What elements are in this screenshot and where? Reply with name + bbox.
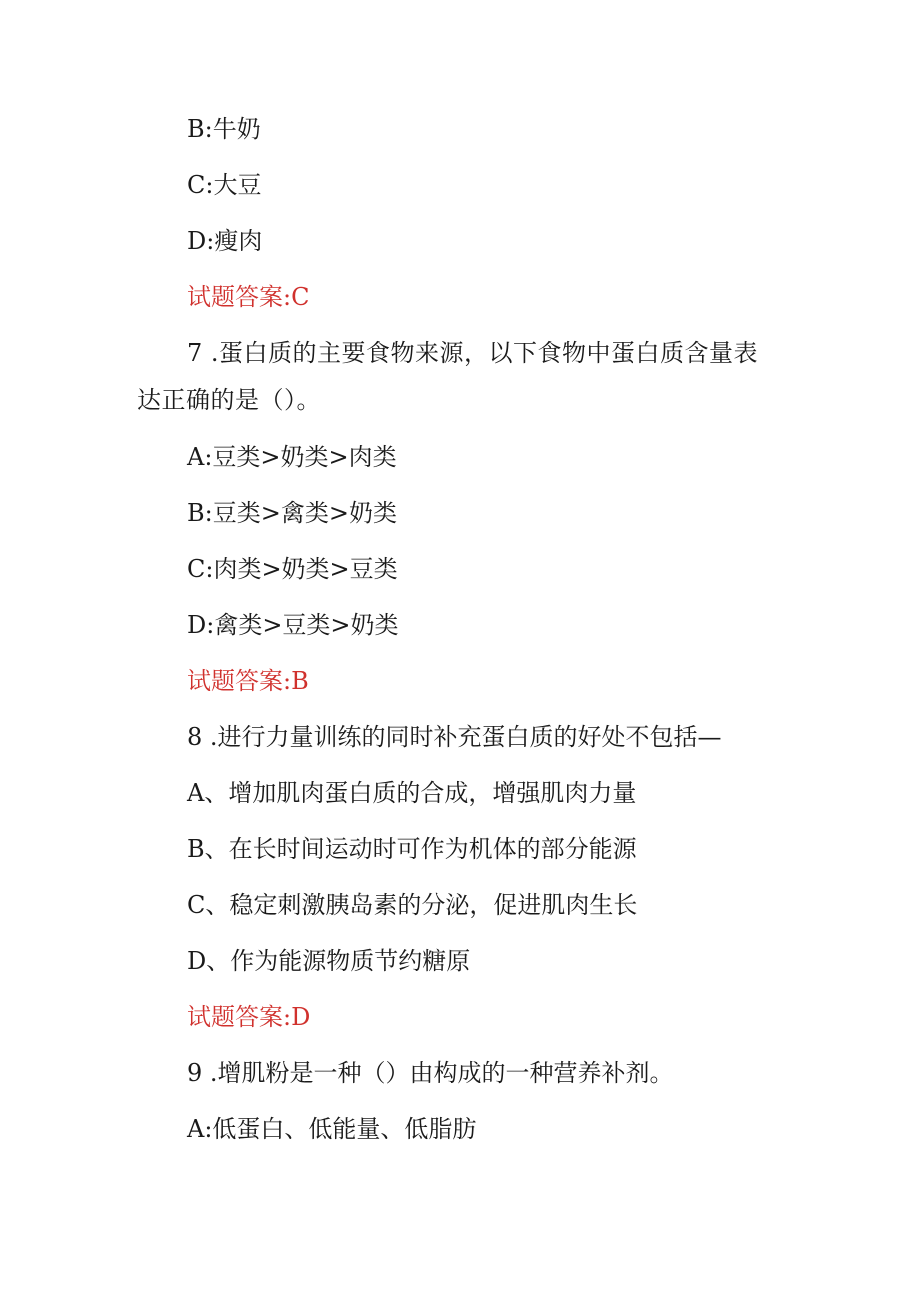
question-7: 7 .蛋白质的主要食物来源，以下食物中蛋白质含量表达正确的是（）。 xyxy=(137,339,759,414)
option-b-milk: B:牛奶 xyxy=(187,115,261,143)
q9-option-a: A:低蛋白、低能量、低脂肪 xyxy=(187,1115,477,1143)
q8-option-d: D、作为能源物质节约糖原 xyxy=(187,947,471,975)
q7-option-b: B:豆类>禽类>奶类 xyxy=(187,499,397,527)
answer-q6: 试题答案:C xyxy=(187,283,310,311)
answer-q7: 试题答案:B xyxy=(187,667,309,695)
question-9: 9 .增肌粉是一种（）由构成的一种营养补剂。 xyxy=(187,1059,674,1087)
q7-option-a: A:豆类>奶类>肉类 xyxy=(187,443,397,471)
question-8: 8 .进行力量训练的同时补充蛋白质的好处不包括— xyxy=(187,723,722,751)
answer-q8: 试题答案:D xyxy=(187,1003,311,1031)
q7-option-d: D:禽类>豆类>奶类 xyxy=(187,611,399,639)
q7-option-c: C:肉类>奶类>豆类 xyxy=(187,555,398,583)
option-c-soybean: C:大豆 xyxy=(187,171,262,199)
option-d-lean-meat: D:瘦肉 xyxy=(187,227,263,255)
q8-option-c: C、稳定刺激胰岛素的分泌，促进肌肉生长 xyxy=(187,891,638,919)
q8-option-a: A、增加肌肉蛋白质的合成，增强肌肉力量 xyxy=(187,779,637,807)
q8-option-b: B、在长时间运动时可作为机体的部分能源 xyxy=(187,835,637,863)
